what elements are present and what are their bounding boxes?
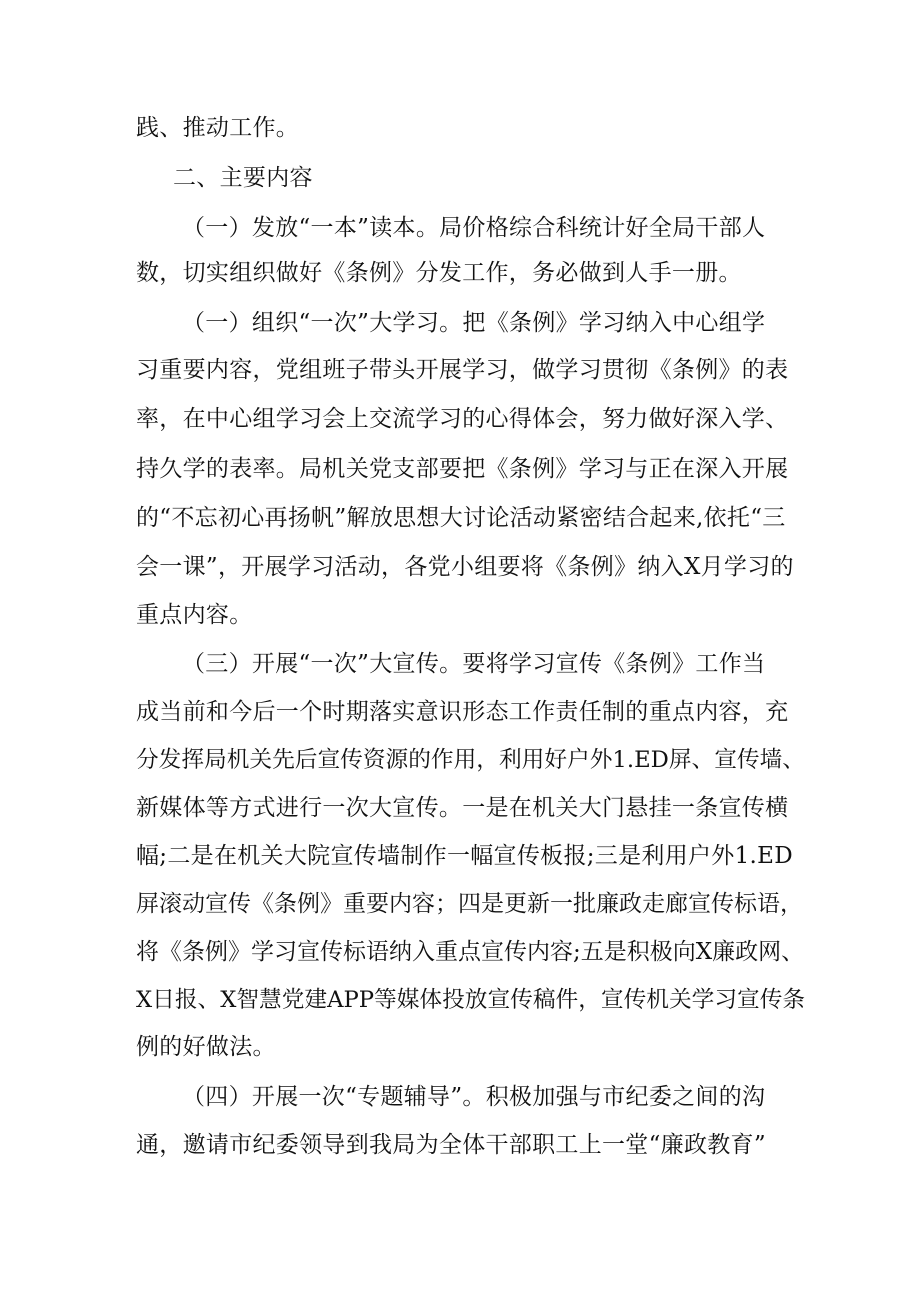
body-line: 成当前和今后一个时期落实意识形态工作责任制的重点内容，充 [136,699,789,725]
body-line: 数，切实组织做好《条例》分发工作，务必做到人手一册。 [136,260,742,286]
paragraph-first-line: （四）开展一次“专题辅导”。积极加强与市纪委之间的沟 [182,1084,766,1110]
body-line: 屏滚动宣传《条例》重要内容；四是更新一批廉政走廊宣传标语， [136,891,803,917]
body-line: 幅;二是在机关大院宣传墙制作一幅宣传板报;三是利用户外1.ED [136,843,793,869]
paragraph-first-line: （一）发放“一本”读本。局价格综合科统计好全局干部人 [182,215,766,241]
section-heading: 二、主要内容 [173,165,313,191]
body-line: 重点内容。 [136,602,253,628]
body-line: 通，邀请市纪委领导到我局为全体干部职工上一堂“廉政教育” [136,1132,766,1158]
paragraph-first-line: （三）开展“一次”大宣传。要将学习宣传《条例》工作当 [182,651,766,677]
body-line: 分发挥局机关先后宣传资源的作用，利用好户外1.ED屏、宣传墙、 [136,747,805,773]
body-line: 的“不忘初心再扬帆”解放思想大讨论活动紧密结合起来,依托“三 [136,505,786,531]
body-line: 率，在中心组学习会上交流学习的心得体会，努力做好深入学、 [136,406,789,432]
body-line: 践、推动工作。 [136,115,300,141]
body-line: 将《条例》学习宣传标语纳入重点宣传内容;五是积极向X廉政网、 [136,939,805,965]
body-line: 习重要内容，党组班子带头开展学习，做学习贯彻《条例》的表 [136,357,789,383]
body-line: 例的好做法。 [136,1034,276,1060]
body-line: 会一课”，开展学习活动，各党小组要将《条例》纳入X月学习的 [136,554,794,580]
body-line: 持久学的表率。局机关党支部要把《条例》学习与正在深入开展 [136,456,789,482]
body-line: X日报、X智慧党建APP等媒体投放宣传稿件，宣传机关学习宣传条 [136,987,806,1013]
body-line: 新媒体等方式进行一次大宣传。一是在机关大门悬挂一条宣传横 [136,795,789,821]
paragraph-first-line: （一）组织“一次”大学习。把《条例》学习纳入中心组学 [182,310,766,336]
